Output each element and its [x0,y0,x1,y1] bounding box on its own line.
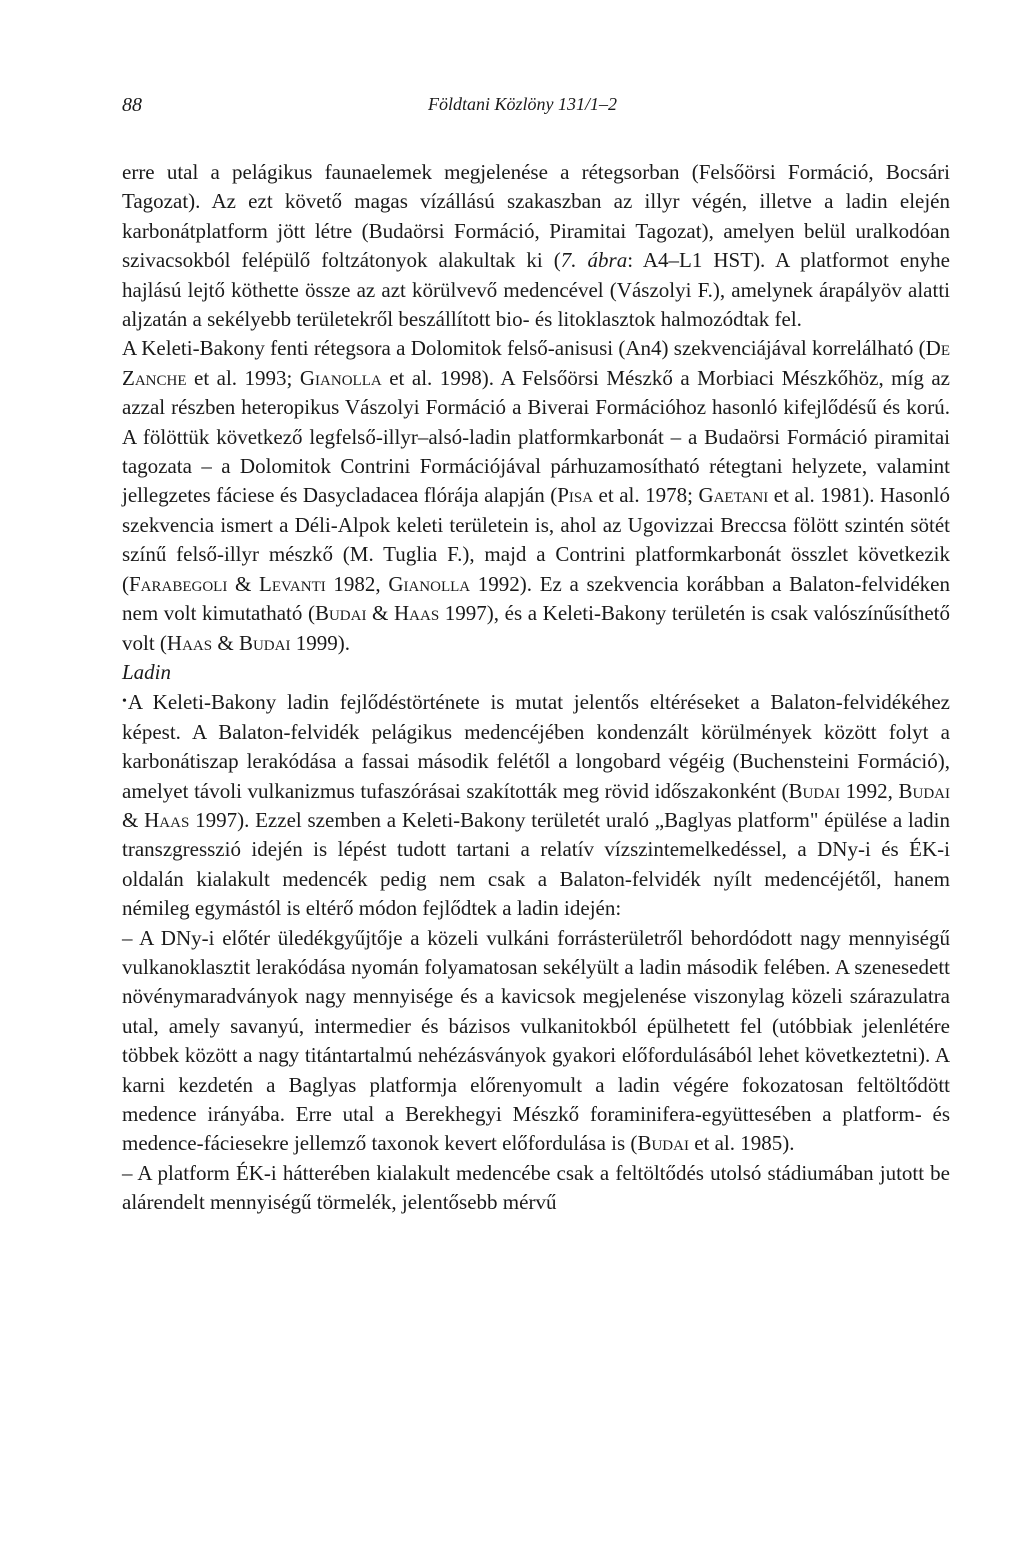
citation-author: Budai [898,778,950,803]
citation-author: Pisa [557,483,594,508]
page-header [122,94,950,124]
citation-author: Haas [144,807,190,832]
paragraph-2: A Keleti-Bakony fenti rétegsora a Dolomitok felső-anisusi (An4) szekvenciájával korrelálható (De Zanche et al. 1993; Gianolla et al. 1998). A Felsőörsi Mészkő a Morbiaci Mészkőhöz, míg az azzal részben heteropikus Vászolyi Formáció a Biverai Formációhoz hasonló kifejlődésű és korú. A fölöttük következő legfelső-illyr–alsó-ladin platformkarbonát – a Budaörsi Formáció piramitai tagozata – a Dolomitok Contrini Formációjával párhuzamosítható rétegtani helyzete, valamint jellegzetes fáciese és Dasycladacea flórája alapján (Pisa et al. 1978; Gaetani et al. 1981). Hasonló szekvencia ismert a Déli-Alpok keleti területein is, ahol az Ugovizzai Breccsa fölött szintén sötét színű felső-illyr mészkő (M. Tuglia F.), majd a Contrini platformkarbonát összlet következik (Farabegoli & Levanti 1982, Gianolla 1992). Ez a szekvencia korábban a Balaton-felvidéken nem volt kimutatható (Budai & Haas 1997), és a Keleti-Bakony területén is csak valószínűsíthető volt (Haas & Budai 1999). [122,336,951,655]
citation-author: Budai [238,630,291,655]
citation-author: Haas [394,601,440,626]
paragraph-4: – A DNy-i előtér üledékgyűjtője a közeli vulkáni forrásterületről behordódott nagy mennyiségű vulkanoklasztit lerakódása nyomán folyamatosan sekélyült a ladin második felében. A szenesedett növénymaradványok nagy mennyisége és a kavicsok megjelenése viszonylag közeli szárazulatra utal, amely savanyú, intermedier és bázisos vulkanitokból épülhetett fel (utóbbiak jelenlétére többek között a nagy titántartalmú nehézásványok gyakori előfordulásából lehet következtetni). A karni kezdetén a Baglyas platformja előrenyomult a ladin végére fokozatosan feltöltődött medence irányába. Erre utal a Berekhegyi Mészkő foraminifera-együttesében a platform- és medence-fáciesekre jellemző taxonok kevert előfordulása is (Budai et al. 1985). [122,925,950,1156]
citation-author: Budai [314,601,367,626]
paragraph-5: – A platform ÉK-i hátterében kialakult medencébe csak a feltöltődés utolsó stádiumában jutott be alárendelt mennyiségű törmelék, jelentősebb mérvű [122,1160,950,1215]
citation-author: Gianolla [388,571,471,596]
paragraph-1: erre utal a pelágikus faunaelemek megjelenése a rétegsorban (Felsőörsi Formáció, Bocsári Tagozat). Az ezt követő magas vízállású szakaszban az illyr végén, illetve a ladin elején karbonátplatform jött létre (Budaörsi Formáció, Piramitai Tagozat), amelyen belül uralkodóan szivacsokból felépülő foltzátonyok alakultak ki (7. ábra: A4–L1 HST). A platformot enyhe hajlású lejtő köthette össze az azt körülvevő medencével (Vászolyi F.), amelynek árapályöv alatti aljzatán a sekélyebb területekről beszállított bio- és litoklasztok halmozódtak fel. [122,160,950,332]
bullet-mark: • [122,694,127,710]
citation-author: Farabegoli [129,571,228,596]
citation-author: Budai [788,778,841,803]
body-text [122,158,950,1218]
paragraph-3: •A Keleti-Bakony ladin fejlődéstörténete is mutat jelentős eltéréseket a Balaton-felvidékéhez képest. A Balaton-felvidék pelágikus medencéjében kondenzált körülmények között folyt a karbonátiszap lerakódása a fassai második felétől a longobard végéig (Buchensteini Formáció), amelyet távoli vulkanizmus tufaszórásai szakították meg rövid időszakonként (Budai 1992, Budai & Haas 1997). Ezzel szemben a Keleti-Bakony területét uraló „Baglyas platform" épülése a ladin transzgresszió idején is lépést tudott tartani a relatív vízszintemelkedéssel, a DNy-i és ÉK-i oldalán kialakult medencék pedig nem csak a Balaton-felvidék nyílt medencéjétől, hanem némileg egymástól is eltérő módon fejlődtek a ladin idején: [122,690,950,921]
citation-author: Gaetani [698,483,769,508]
running-head: Földtani Közlöny 131/1–2 [428,94,617,114]
figure-reference: 7. ábra [560,248,628,273]
citation-author: Levanti [259,571,326,596]
page-number: 88 [122,94,142,116]
citation-author: De Zanche [122,336,950,390]
citation-author: Budai [637,1131,689,1156]
citation-author: Haas [166,630,213,655]
citation-author: Gianolla [299,365,382,390]
section-heading: Ladin [122,659,172,684]
